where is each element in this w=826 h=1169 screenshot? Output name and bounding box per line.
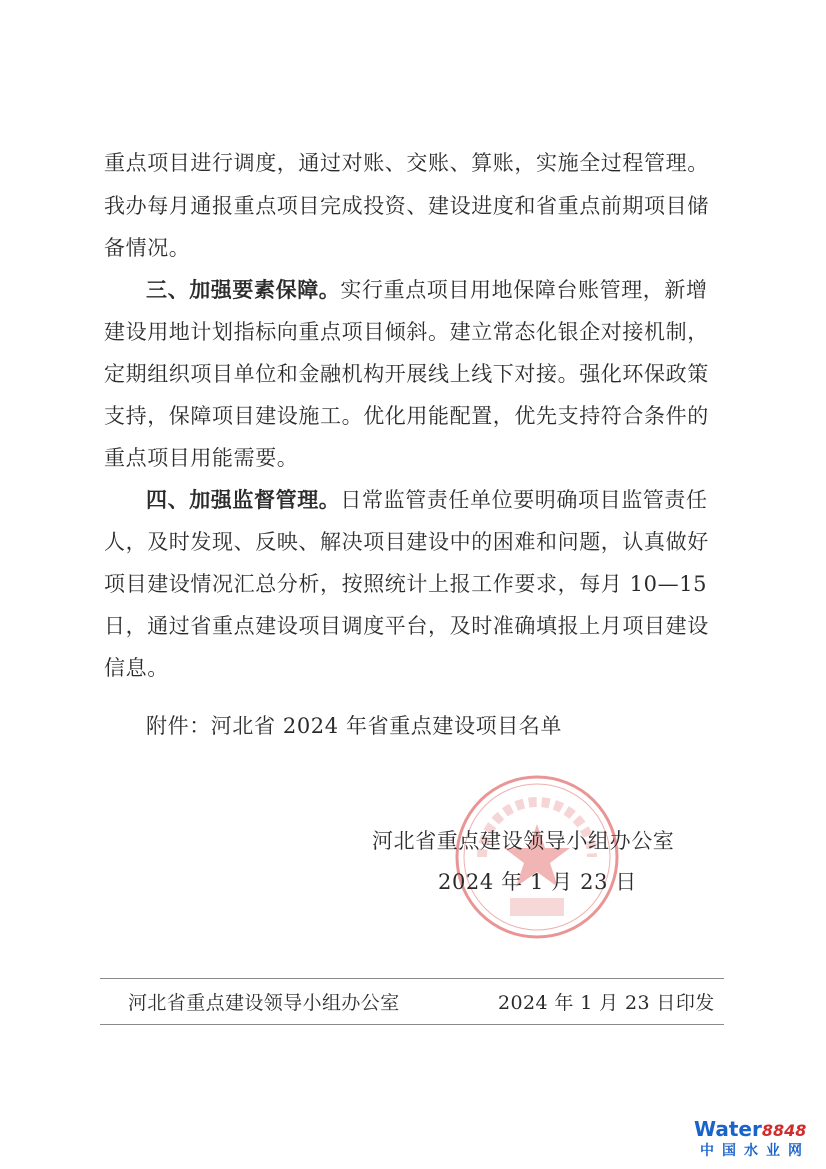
section4-text: 日常监管责任单位要明确项目监管责任 xyxy=(340,488,708,512)
body-line: 定期组织项目单位和金融机构开展线上线下对接。强化环保政策 xyxy=(104,362,709,386)
body-line: 重点项目进行调度，通过对账、交账、算账，实施全过程管理。 xyxy=(104,151,709,175)
body-line: 日，通过省重点建设项目调度平台，及时准确填报上月项目建设 xyxy=(104,614,709,638)
section3-text: 实行重点项目用地保障台账管理，新增 xyxy=(340,278,708,302)
body-line: 信息。 xyxy=(104,656,169,680)
section3-heading: 三、加强要素保障。 xyxy=(146,277,341,302)
logo-number: 8848 xyxy=(761,1121,807,1140)
water8848-watermark-logo xyxy=(694,1117,820,1163)
footer-bottom-rule xyxy=(100,1024,724,1025)
body-line: 我办每月通报重点项目完成投资、建设进度和省重点前期项目储 xyxy=(104,194,709,218)
signature-org: 河北省重点建设领导小组办公室 xyxy=(372,829,675,853)
section4-heading: 四、加强监督管理。 xyxy=(146,487,341,512)
official-seal xyxy=(452,772,622,942)
signature-date: 2024 年 1 月 23 日 xyxy=(438,870,637,894)
attachment-line: 附件：河北省 2024 年省重点建设项目名单 xyxy=(146,714,562,738)
body-line: 重点项目用能需要。 xyxy=(104,446,299,470)
footer-top-rule xyxy=(100,978,724,979)
body-line: 建设用地计划指标向重点项目倾斜。建立常态化银企对接机制， xyxy=(104,320,709,344)
section3-first-line xyxy=(146,275,708,305)
logo-word: Water xyxy=(694,1117,762,1141)
logo-chinese-name: 中国水业网 xyxy=(700,1143,810,1159)
body-line: 备情况。 xyxy=(104,236,191,260)
body-line: 项目建设情况汇总分析，按照统计上报工作要求，每月 10—15 xyxy=(104,572,708,596)
footer-printed-date: 2024 年 1 月 23 日印发 xyxy=(498,992,715,1014)
body-line: 人，及时发现、反映、解决项目建设中的困难和问题，认真做好 xyxy=(104,530,709,554)
section4-first-line xyxy=(146,485,708,515)
body-line: 支持，保障项目建设施工。优化用能配置，优先支持符合条件的 xyxy=(104,404,709,428)
logo-wordmark xyxy=(694,1117,806,1143)
footer-org: 河北省重点建设领导小组办公室 xyxy=(128,992,400,1014)
